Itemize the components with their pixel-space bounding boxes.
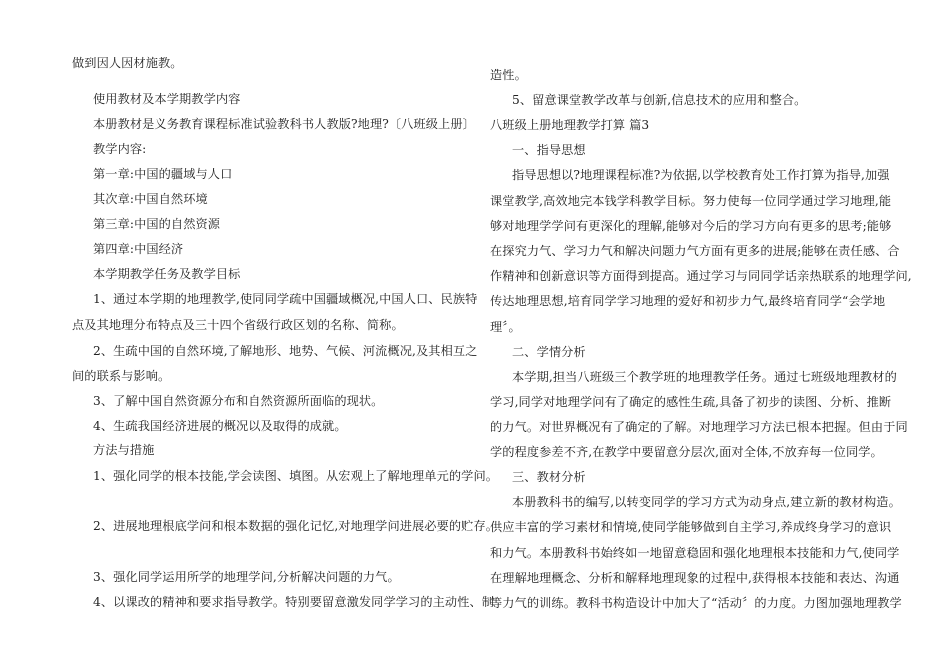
section-heading: 使用教材及本学期教学内容 — [93, 92, 241, 106]
text-line: 2、生疏中国的自然环境,了解地形、地势、气候、河流概况,及其相互之 — [93, 344, 478, 358]
text-line: 1、通过本学期的地理教学,使同同学疏中国疆域概况,中国人口、民族特 — [93, 292, 478, 306]
text-line: 学的程度参差不齐,在教学中要留意分层次,面对全体,不放弃每一位同学。 — [490, 445, 883, 459]
text-line: 本学期,担当八班级三个教学班的地理教学任务。通过七班级地理教材的 — [512, 370, 897, 384]
text-line: 学习,同学对地理学问有了确定的感性生疏,具备了初步的读图、分析、推断 — [490, 395, 892, 409]
text-line: 课堂教学,高效地完本钱学科教学目标。努力使每一位同学通过学习地理,能 — [490, 194, 892, 208]
text-line: 够对地理学学问有更深化的理解,能够对今后的学习方向有更多的思考;能够 — [490, 219, 892, 233]
text-line: 1、强化同学的根本技能,学会读图、填图。从宏观上了解地理单元的学问。 — [93, 469, 499, 483]
text-line: 等力气的训练。教科书构造设计中加大了“活动〞的力度。力图加强地理教学 — [490, 596, 902, 610]
text-line: 间的联系与影响。 — [72, 369, 171, 383]
section-heading: 二、学情分析 — [512, 345, 586, 359]
text-line: 供应丰富的学习素材和情境,使同学能够做到自主学习,养成终身学习的意识 — [490, 520, 892, 534]
section-heading: 一、指导思想 — [512, 143, 586, 157]
chapter-item: 第一章:中国的疆域与人口 — [93, 167, 233, 181]
text-line: 教学内容: — [93, 142, 147, 156]
text-line: 做到因人因材施教。 — [72, 56, 183, 70]
text-line: 理〞。 — [490, 320, 521, 334]
text-line: 造性。 — [490, 68, 527, 82]
text-line: 点及其地理分布特点及三十四个省级行政区划的名称、简称。 — [72, 318, 404, 332]
text-line: 在理解地理概念、分析和解释地理现象的过程中,获得根本技能和表达、沟通 — [490, 571, 900, 585]
chapter-item: 第四章:中国经济 — [93, 242, 184, 256]
text-line: 3、了解中国自然资源分布和自然资源所面临的现状。 — [93, 394, 384, 408]
text-line: 的力气。对世界概况有了确定的了解。对地理学习方法已根本把握。但由于同 — [490, 420, 908, 434]
text-line: 和力气。本册教科书始终如一地留意稳固和强化地理根本技能和力气,使同学 — [490, 546, 900, 560]
chapter-item: 第三章:中国的自然资源 — [93, 217, 221, 231]
text-line: 3、强化同学运用所学的地理学问,分析解决问题的力气。 — [93, 570, 400, 584]
text-line: 作精神和创新意识等方面得到提高。通过学习与同同学话亲热联系的地理学问, — [490, 269, 912, 283]
text-line: 4、生疏我国经济进展的概况以及取得的成就。 — [93, 419, 347, 433]
text-line: 本册教材是义务教育课程标准试验教科书人教版?地理?〔八班级上册〕 — [93, 117, 475, 131]
text-line: 指导思想以?地理课程标准?为依据,以学校教育处工作打算为指导,加强 — [512, 168, 890, 182]
text-line: 5、留意课堂教学改革与创新,信息技术的应用和整合。 — [512, 93, 807, 107]
article-title: 八班级上册地理教学打算 篇3 — [490, 118, 650, 132]
text-line: 传达地理思想,培育同学学习地理的爱好和初步力气,最终培育同学“会学地 — [490, 294, 886, 308]
chapter-item: 其次章:中国自然环境 — [93, 192, 208, 206]
text-line: 2、进展地理根底学问和根本数据的强化记忆,对地理学问进展必要的贮存。 — [93, 519, 499, 533]
section-heading: 本学期教学任务及教学目标 — [93, 267, 241, 281]
text-line: 本册教科书的编写,以转变同学的学习方式为动身点,建立新的教材构造。 — [512, 495, 901, 509]
text-line: 4、以课改的精神和要求指导教学。特别要留意激发同学学习的主动性、制 — [93, 595, 495, 609]
section-heading: 方法与措施 — [93, 443, 155, 457]
text-line: 在探究力气、学习力气和解决问题力气方面有更多的进展;能够在责任感、合 — [490, 244, 900, 258]
section-heading: 三、教材分析 — [512, 470, 586, 484]
